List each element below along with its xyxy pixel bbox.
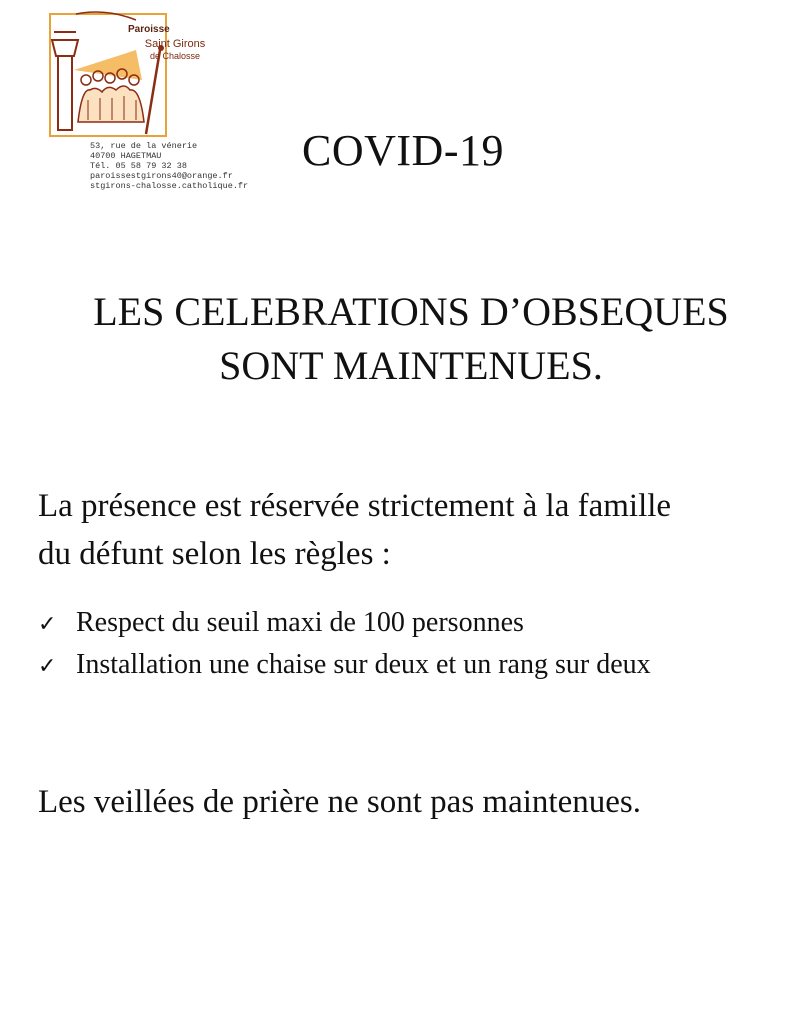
address-email: paroissestgirons40@orange.fr	[90, 171, 233, 181]
list-item	[38, 603, 651, 645]
paragraph-line-1: La présence est réservée strictement à la famille	[38, 488, 672, 524]
rule-text: Respect du seuil maxi de 100 personnes	[76, 607, 524, 638]
page-title: COVID-19	[302, 126, 504, 175]
address-phone: Tél. 05 58 79 32 38	[90, 161, 187, 171]
check-icon: ✓	[38, 612, 57, 637]
logo-parish-subname: de Chalosse	[149, 51, 201, 61]
rule-text: Installation une chaise sur deux et un rang sur deux	[76, 649, 651, 680]
attendance-paragraph	[38, 482, 798, 578]
heading-line-1: LES CELEBRATIONS D’OBSEQUES	[93, 289, 729, 334]
address-street: 53, rue de la vénerie	[90, 141, 198, 151]
address-website: stgirons-chalosse.catholique.fr	[90, 181, 249, 191]
list-item	[38, 645, 651, 687]
closing-statement: Les veillées de prière ne sont pas maintenues.	[38, 784, 641, 820]
address-city: 40700 HAGETMAU	[90, 151, 162, 161]
check-icon: ✓	[38, 654, 57, 679]
logo-parish-label: Paroisse	[128, 24, 170, 35]
heading-line-2: SONT MAINTENUES.	[219, 343, 603, 388]
rules-list	[38, 603, 651, 687]
main-heading	[0, 285, 806, 393]
paragraph-line-2: du défunt selon les règles :	[38, 536, 391, 572]
logo-parish-name: Saint Girons	[144, 38, 206, 50]
